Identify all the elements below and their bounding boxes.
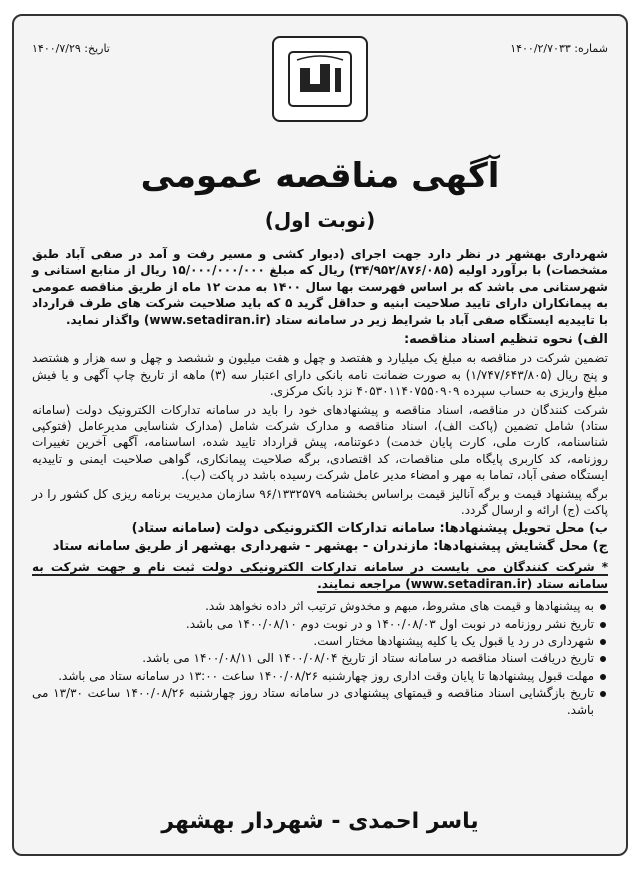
section-b: ب) محل تحویل پیشنهادها: سامانه تدارکات الکترونیکی دولت (سامانه ستاد) bbox=[131, 520, 608, 536]
page-subtitle: (نوبت اول) bbox=[264, 208, 376, 232]
registration-notice-wrap bbox=[32, 559, 608, 592]
list-item: به پیشنهادها و قیمت های مشروط، مبهم و مخدوش ترتیب اثر داده نخواهد شد. bbox=[32, 598, 608, 614]
section-a-guarantee: تضمین شرکت در مناقصه به مبلغ یک میلیارد و هفتصد و چهل و هفت میلیون و ششصد و چهل و سه هزار و هشتصد و پنج ریال (۱/۷۴۷/۶۴۳/۸۰۵) به صورت ضمانت نامه بانکی دارای اعتبار سه (۳) ماهه از تاریخ چاپ آگهی و یا فیش مبلغ واریزی به حساب سپرده ۴۰۵۳۰۱۱۴۰۷۵۵۰۹۰۹ نزد بانک مرکزی. bbox=[32, 351, 608, 399]
list-item: تاریخ بازگشایی اسناد مناقصه و قیمتهای پیشنهادی در سامانه ستاد روز چهارشنبه ۱۴۰۰/۰۸/۲۶ ساعت ۱۳/۳۰ می باشد. bbox=[32, 685, 608, 718]
intro-paragraph: شهرداری بهشهر در نظر دارد جهت اجرای (دیوار کشی و مسیر رفت و آمد در صفی آباد طبق مشخصات) با برآورد اولیه (۳۴/۹۵۲/۸۷۶/۰۸۵) ریال که مبلغ ۱۵/۰۰۰/۰۰۰/۰۰۰ ریال از منابع استانی و شهرستانی می باشد که بر اساس فهرست بها سال ۱۴۰۰ به مدت ۱۲ ماه از طریق مناقصه عمومی به پیمانکاران دارای تایید صلاحیت ابنیه و حداقل گرید ۵ که باید صلاحیت شرکت های طرف قرارداد با تاییدیه ایستگاه صفی آباد با شرایط زیر در سامانه ستاد (www.setadiran.ir) واگذار نماید. bbox=[32, 247, 608, 327]
list-item: مهلت قبول پیشنهادها تا پایان وقت اداری روز چهارشنبه ۱۴۰۰/۰۸/۲۶ ساعت ۱۳:۰۰ در سامانه ستاد می باشد. bbox=[32, 668, 608, 684]
section-a-price-envelope: برگه پیشنهاد قیمت و برگه آنالیز قیمت براساس بخشنامه ۹۶/۱۳۳۲۵۷۹ سازمان مدیریت برنامه ریزی کل کشور را در پاکت (ج) ارائه و ارسال گردد. bbox=[32, 486, 608, 518]
municipality-logo bbox=[272, 36, 368, 122]
notice-page bbox=[12, 14, 628, 856]
section-a-documents: شرکت کنندگان در مناقصه، اسناد مناقصه و پیشنهادهای خود را باید در سامانه تدارکات الکترونیک دولت (سامانه ستاد) شامل تضمین (پاکت الف)، اسناد مناقصه و مدارک شرکت شامل (مدارک شناسایی مدیرعامل (فتوکپی شناسنامه، کارت ملی، کارت پایان خدمت) دعوتنامه، پیش قرارداد تایید شده، اساسنامه، آگهی آخرین تغییرات روزنامه، کد کاربری پایگاه ملی مناقصات، کد اقتصادی، برگه صلاحیت پیمانکاری، گواهی صلاحیت ایمنی و تاییدیه ایستگاه صفی آباد، تماما به مهر و امضاء مدیر عامل شرکت رسیده باشد در پاکت (ب). bbox=[32, 402, 608, 483]
list-item: تاریخ دریافت اسناد مناقصه در سامانه ستاد از تاریخ ۱۴۰۰/۰۸/۰۴ الی ۱۴۰۰/۰۸/۱۱ می باشد. bbox=[32, 650, 608, 666]
section-a-heading: الف) نحوه تنظیم اسناد مناقصه: bbox=[403, 332, 608, 348]
notice-body bbox=[32, 246, 608, 719]
page-title: آگهی مناقصه عمومی bbox=[140, 156, 500, 196]
conditions-list bbox=[32, 598, 608, 718]
notice-content bbox=[32, 36, 608, 844]
letter-number: شماره: ۱۴۰۰/۲/۷۰۳۳ bbox=[510, 42, 608, 55]
letter-date: تاریخ: ۱۴۰۰/۷/۲۹ bbox=[32, 42, 110, 55]
section-c: ج) محل گشایش پیشنهادها: مازندران - بهشهر - شهرداری بهشهر از طریق سامانه ستاد bbox=[52, 538, 608, 554]
list-item: شهرداری در رد یا قبول یک یا کلیه پیشنهادها مختار است. bbox=[32, 633, 608, 649]
registration-notice: * شرکت کنندگان می بایست در سامانه تدارکات الکترونیکی دولت ثبت نام و جهت شرکت به سامانه ستاد (www.setadiran.ir) مراجعه نمایند. bbox=[32, 560, 608, 591]
list-item: تاریخ نشر روزنامه در نوبت اول ۱۴۰۰/۰۸/۰۳ و در نوبت دوم ۱۴۰۰/۰۸/۱۰ می باشد. bbox=[32, 616, 608, 632]
signature: یاسر احمدی - شهردار بهشهر bbox=[161, 809, 479, 834]
municipality-emblem-icon bbox=[285, 48, 355, 110]
